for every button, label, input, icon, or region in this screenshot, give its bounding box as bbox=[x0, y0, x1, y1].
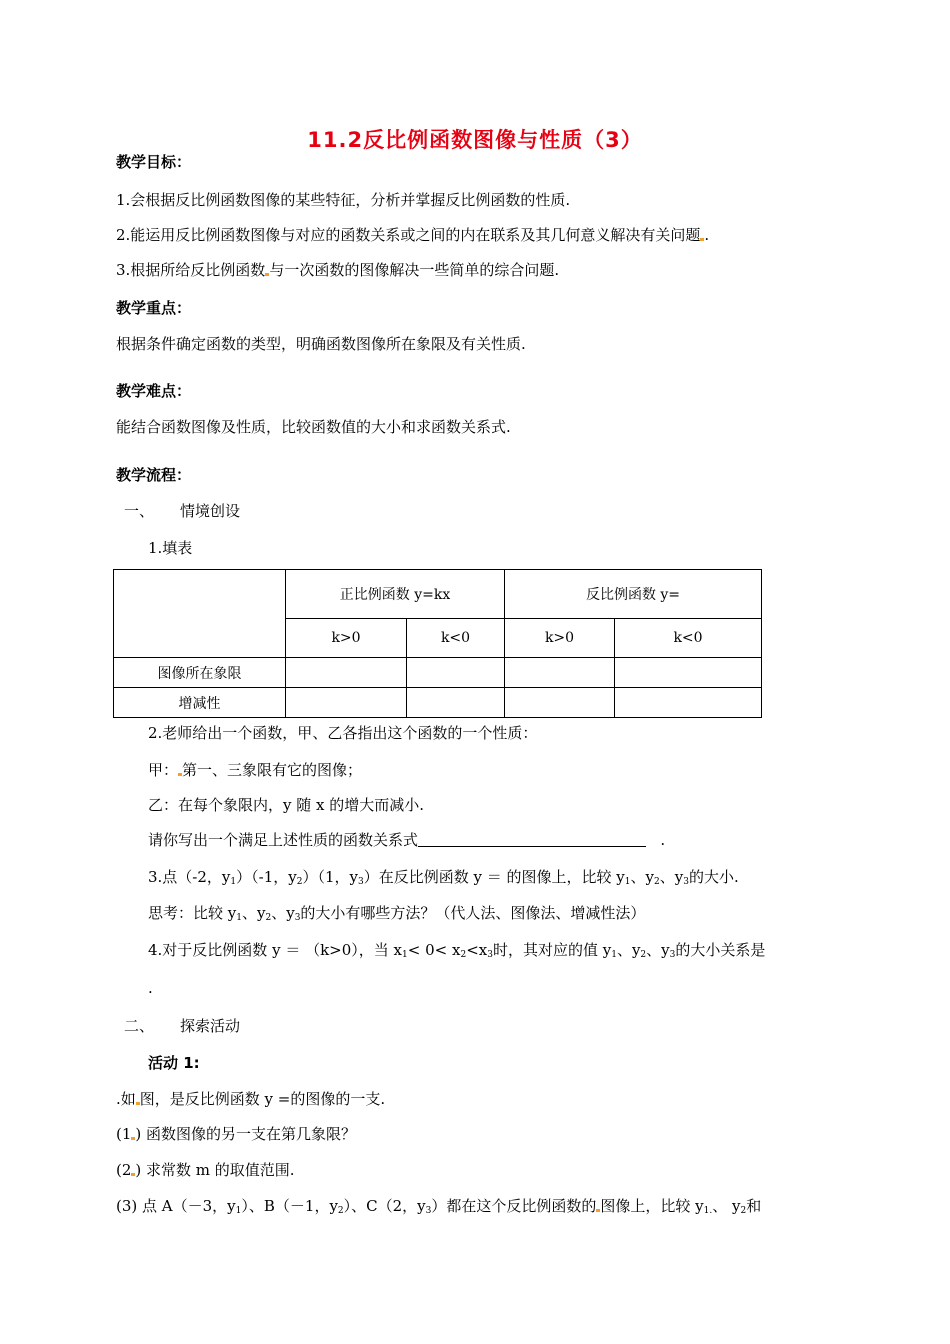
question-4-end: . bbox=[148, 979, 153, 997]
goal-2: 2.能运用反比例函数图像与对应的函数关系或之间的内在联系及其几何意义解决有关问题 . bbox=[116, 226, 710, 244]
goal-1: 1.会根据反比例函数图像的某些特征，分析并掌握反比例函数的性质. bbox=[116, 191, 571, 209]
question-3: 3.点（-2，$y_1)(-1$，$y_2)(1$，$y_3$）在反比例函数 y ＝ 的图像上，比较 $y_1$、$y_2$、$y_3$的大小. bbox=[148, 868, 739, 887]
row-monotonicity-label: 增减性 bbox=[114, 688, 286, 718]
goal-3: 3.根据所给反比例函数 与一次函数的图像解决一些简单的综合问题. bbox=[116, 261, 560, 279]
statement-jia: 甲： 第一、三象限有它的图像； bbox=[148, 761, 363, 779]
table-cell[interactable] bbox=[407, 658, 505, 688]
think-prompt: 思考：比较 $y_1$、$y_2$、$y_3$的大小有哪些方法？（代人法、图像法、增减性法） bbox=[148, 904, 646, 923]
part-1: (1 ) 函数图像的另一支在第几象限？ bbox=[116, 1125, 357, 1143]
direct-k-positive: k>0 bbox=[286, 619, 407, 658]
difficulty-text: 能结合函数图像及性质，比较函数值的大小和求函数关系式. bbox=[116, 418, 511, 436]
part-3: (3) 点 A（－3，$y_1$）、B（－1，$y_2$）、C（2，$y_3$）都在这个反比例函数的 图像上，比较 $y_{1.}$、 $y_2$和 bbox=[116, 1197, 762, 1216]
inverse-k-negative: k<0 bbox=[615, 619, 762, 658]
goals-heading: 教学目标： bbox=[116, 153, 192, 171]
table-cell[interactable] bbox=[615, 688, 762, 718]
flow-heading: 教学流程： bbox=[116, 466, 192, 484]
inverse-proportion-header: 反比例函数 y= bbox=[505, 570, 762, 619]
table-cell[interactable] bbox=[505, 688, 615, 718]
table-cell[interactable] bbox=[407, 688, 505, 718]
key-text: 根据条件确定函数的类型，明确函数图像所在象限及有关性质. bbox=[116, 335, 526, 353]
inverse-k-positive: k>0 bbox=[505, 619, 615, 658]
table-cell[interactable] bbox=[615, 658, 762, 688]
fill-table-label: 1.填表 bbox=[148, 539, 193, 557]
question-4: 4.对于反比例函数 y ＝ （k>0），当 $x_1< 0< x_2<x_3$时，其对应的值 $y_1$、$y_2$、$y_3$的大小关系是 bbox=[148, 941, 766, 960]
part-2: (2 ) 求常数 m 的取值范围. bbox=[116, 1161, 295, 1179]
key-heading: 教学重点： bbox=[116, 299, 192, 317]
table-cell[interactable] bbox=[505, 658, 615, 688]
statement-yi: 乙：在每个象限内，y 随 x 的增大而减小. bbox=[148, 796, 425, 814]
page-title: 11.2反比例函数图像与性质（3） bbox=[307, 128, 643, 152]
row-quadrant-label: 图像所在象限 bbox=[114, 658, 286, 688]
direct-k-negative: k<0 bbox=[407, 619, 505, 658]
fill-table bbox=[113, 569, 762, 718]
difficulty-heading: 教学难点： bbox=[116, 382, 192, 400]
answer-blank[interactable] bbox=[418, 832, 646, 847]
activity-1-intro: .如 图，是反比例函数 y =的图像的一支. bbox=[116, 1090, 386, 1108]
table-cell[interactable] bbox=[286, 658, 407, 688]
answer-prompt: 请你写出一个满足上述性质的函数关系式 . bbox=[148, 831, 666, 849]
question-2: 2.老师给出一个函数，甲、乙各指出这个函数的一个性质： bbox=[148, 724, 538, 742]
section-1-heading: 一、 情境创设 bbox=[124, 502, 241, 520]
direct-proportion-header: 正比例函数 y=kx bbox=[286, 570, 505, 619]
activity-1-heading: 活动 1: bbox=[148, 1054, 200, 1072]
table-cell[interactable] bbox=[286, 688, 407, 718]
section-2-heading: 二、 探索活动 bbox=[124, 1017, 241, 1035]
